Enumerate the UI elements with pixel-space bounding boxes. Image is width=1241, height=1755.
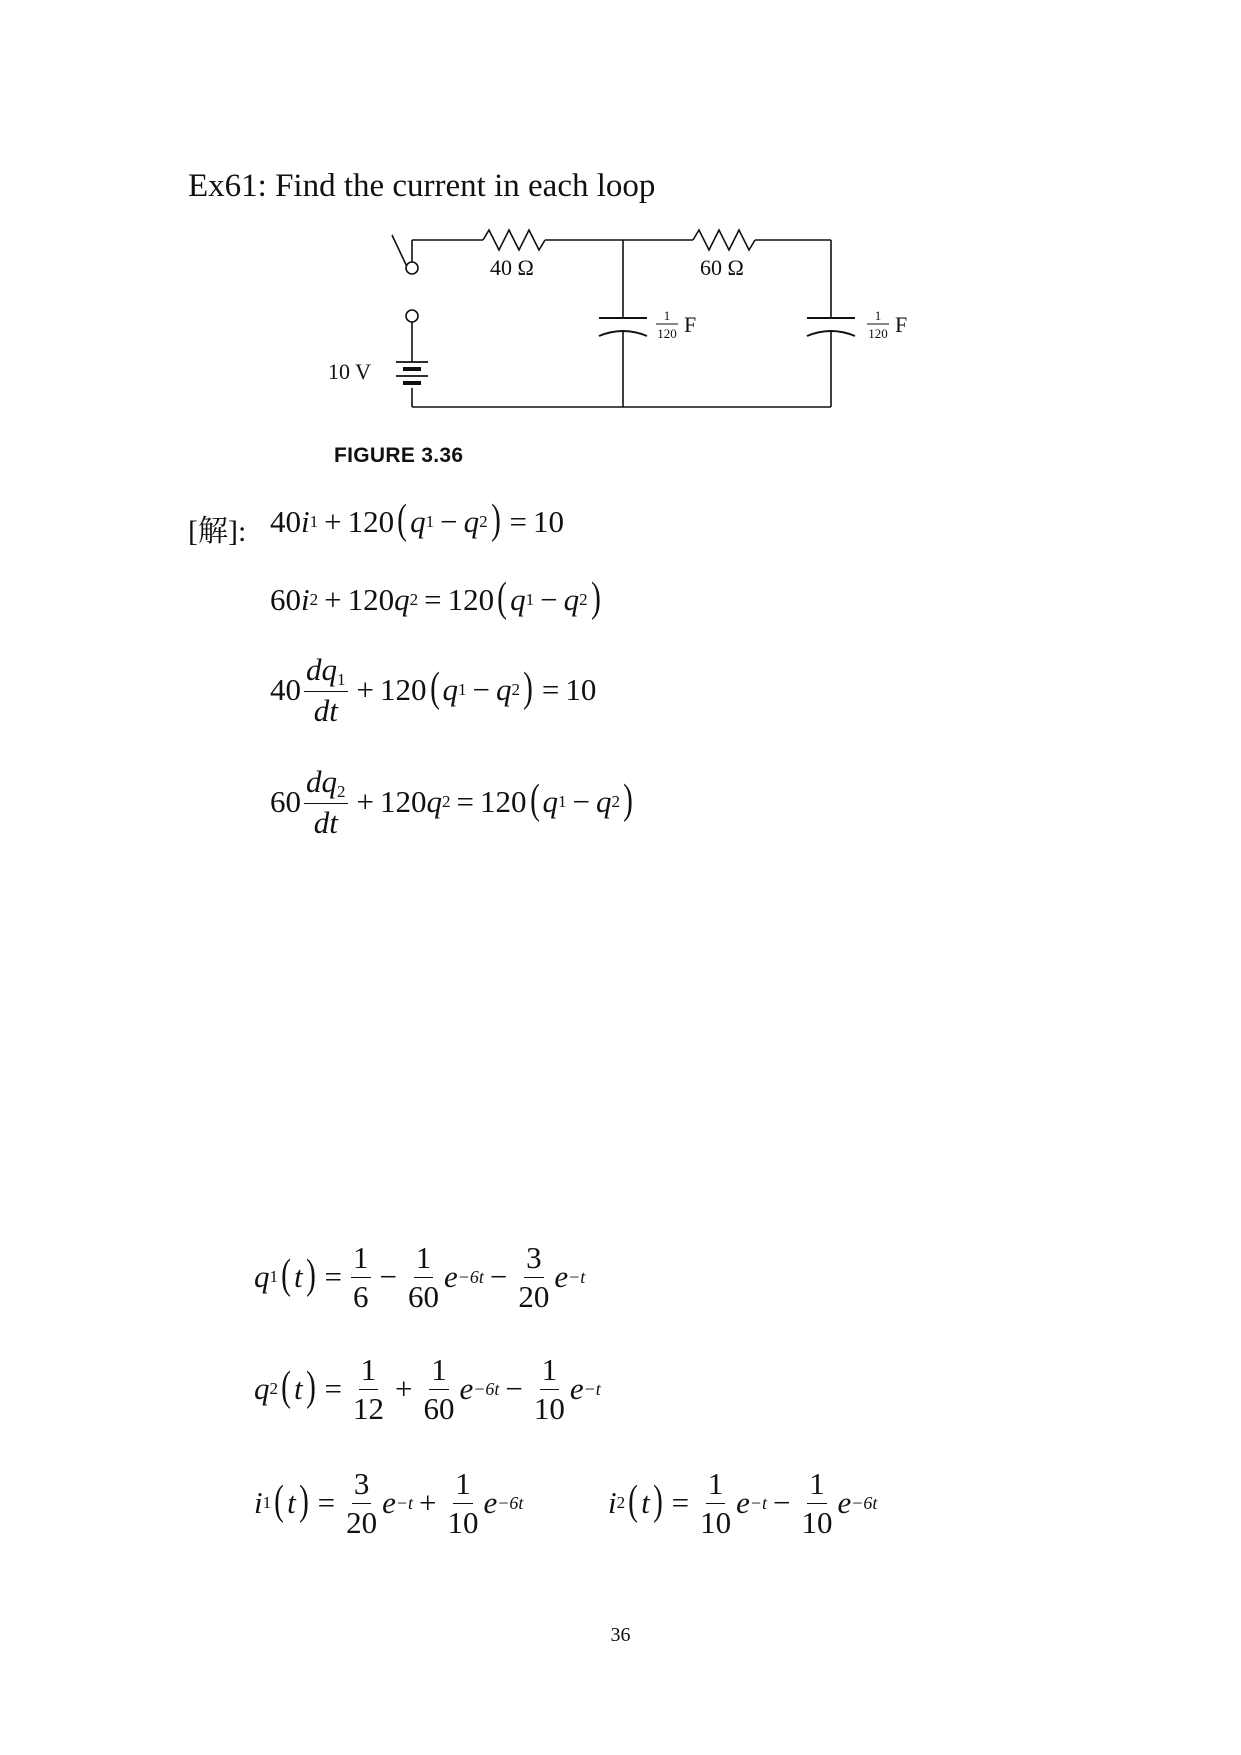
resistor-40-ohm	[483, 230, 545, 250]
equation-kvl-loop-1: 40 i 1 + 120 ( q 1 − q 2 ) = 10	[270, 497, 564, 543]
resistor-40-label: 40 Ω	[490, 255, 534, 280]
solution-label: [解]:	[188, 515, 247, 548]
equation-kvl-loop-2: 60 i 2 + 120 q 2 = 120 ( q 1 − q 2 )	[270, 575, 601, 621]
problem-title: Ex61: Find the current in each loop	[188, 168, 656, 204]
solution-i1: i 1 ( t ) = $\frac{3}{20}$ e −t + $\frac{1}{10}$ e −6t	[254, 1466, 524, 1540]
page-number: 36	[610, 1624, 631, 1646]
svg-text:F: F	[684, 312, 697, 337]
svg-text:F: F	[895, 312, 908, 337]
battery-voltage-label: 10 V	[328, 359, 371, 384]
equation-ode-loop-2: 60 $\frac{dq_2}{dt}$ + 120 q 2 = 120 ( q 1 − q 2 )	[270, 764, 633, 840]
svg-text:120: 120	[868, 326, 888, 341]
svg-text:1: 1	[874, 308, 882, 323]
battery-symbol	[396, 362, 428, 383]
figure-caption: FIGURE 3.36	[334, 444, 464, 467]
svg-text:1: 1	[663, 308, 671, 323]
capacitor-middle-label	[656, 308, 696, 341]
capacitor-right-label	[867, 308, 907, 341]
solution-i2: i 2 ( t ) = $\frac{1}{10}$ e −t − $\frac{1}{10}$ e −6t	[608, 1466, 878, 1540]
svg-text:120: 120	[657, 326, 677, 341]
resistor-60-label: 60 Ω	[700, 255, 744, 280]
solution-q1: q 1 ( t ) = $\frac{1}{6}$ − $\frac{1}{60}$ e −6t − $\frac{3}{20}$ e −t	[254, 1240, 586, 1314]
solution-q2: q 2 ( t ) = $\frac{1}{12}$ + $\frac{1}{60}$ e −6t − $\frac{1}{10}$ e −t	[254, 1352, 601, 1426]
circuit-diagram	[300, 218, 940, 433]
equation-ode-loop-1: 40 $\frac{dq_1}{dt}$ + 120 ( q 1 − q 2 ) = 10	[270, 652, 597, 728]
switch-terminals	[406, 262, 418, 322]
resistor-60-ohm	[693, 230, 755, 250]
